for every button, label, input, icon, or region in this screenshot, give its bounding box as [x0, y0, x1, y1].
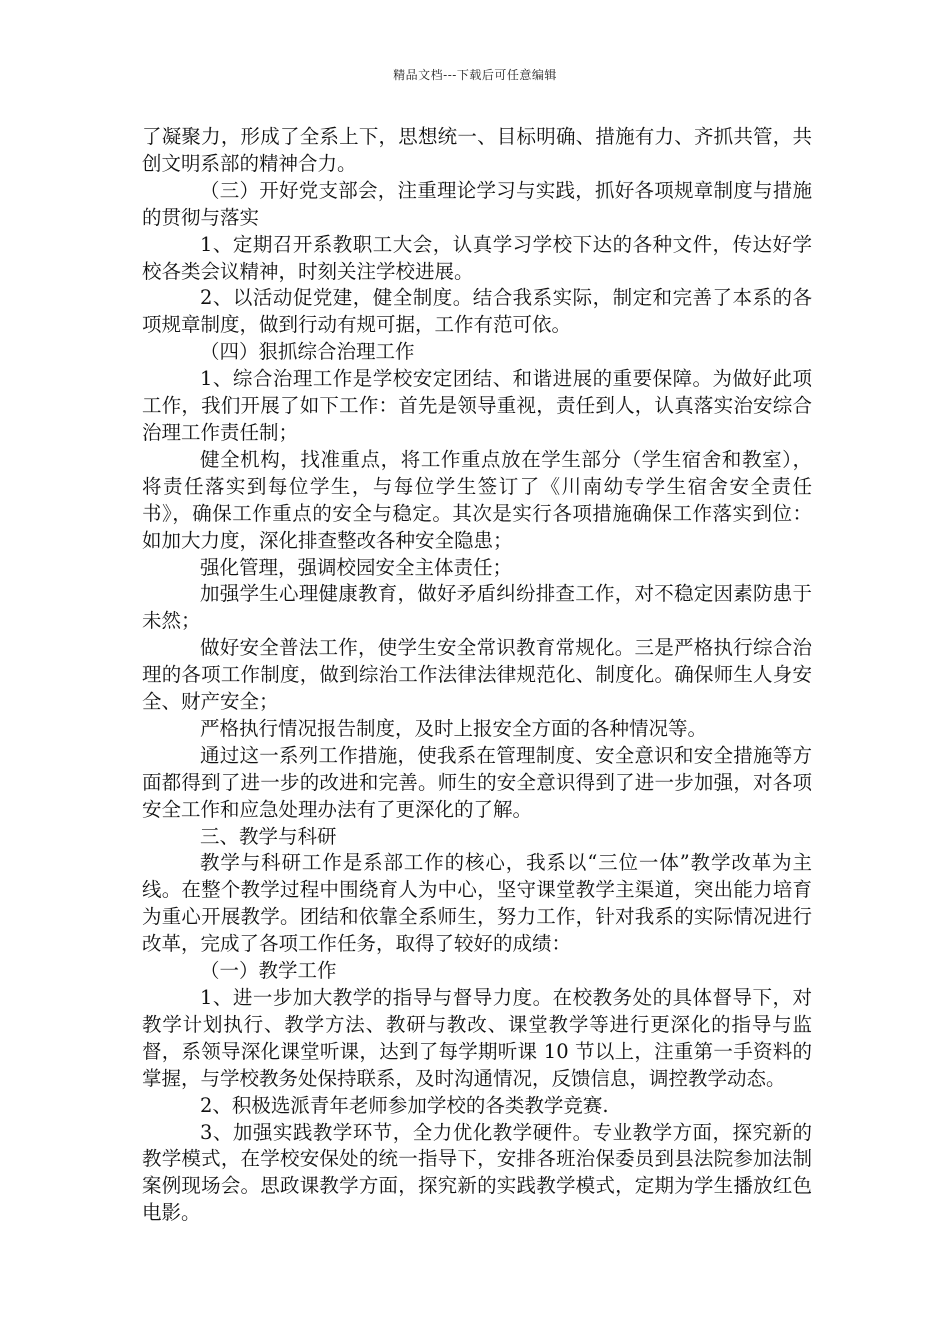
paragraph: 1、综合治理工作是学校安定团结、和谐进展的重要保障。为做好此项工作，我们开展了如下工作：首先是领导重视，责任到人，认真落实治安综合治理工作责任制； — [142, 367, 812, 444]
document-body — [142, 124, 812, 1227]
paragraph: 了凝聚力，形成了全系上下，思想统一、目标明确、措施有力、齐抓共管，共创文明系部的精神合力。 — [142, 125, 812, 175]
paragraph: 3、加强实践教学环节，全力优化教学硬件。专业教学方面，探究新的教学模式，在学校安保处的统一指导下，安排各班治保委员到县法院参加法制案例现场会。思政课教学方面，探究新的实践教学模式，定期为学生播放红色电影。 — [142, 1120, 812, 1225]
paragraph: 2、积极选派青年老师参加学校的各类教学竞赛. — [200, 1093, 609, 1117]
section-heading: 三、教学与科研 — [200, 824, 337, 848]
paragraph: 健全机构，找准重点，将工作重点放在学生部分（学生宿舍和教室），将责任落实到每位学生，与每位学生签订了《川南幼专学生宿舍安全责任书》，确保工作重点的安全与稳定。其次是实行各项措施确保工作落实到位：如加大力度，深化排查整改各种安全隐患； — [142, 447, 812, 552]
section-heading: （四）狠抓综合治理工作 — [200, 340, 415, 364]
page-header: 精品文档---下载后可任意编辑 — [393, 68, 557, 82]
section-heading: （一）教学工作 — [200, 959, 337, 983]
paragraph: 做好安全普法工作，使学生安全常识教育常规化。三是严格执行综合治理的各项工作制度，做到综治工作法律法律规范化、制度化。确保师生人身安全、财产安全； — [142, 636, 812, 714]
paragraph: 2、以活动促党建，健全制度。结合我系实际，制定和完善了本系的各项规章制度，做到行动有规可据，工作有范可依。 — [142, 286, 812, 337]
paragraph: （三）开好党支部会，注重理论学习与实践，抓好各项规章制度与措施的贯彻与落实 — [142, 178, 812, 229]
paragraph: 加强学生心理健康教育，做好矛盾纠纷排查工作，对不稳定因素防患于未然； — [142, 582, 812, 633]
paragraph: 1、进一步加大教学的指导与督导力度。在校教务处的具体督导下，对教学计划执行、教学方法、教研与教改、课堂教学等进行更深化的指导与监督，系领导深化课堂听课，达到了每学期听课 10 节以上，注重第一手资料的掌握，与学校教务处保持联系，及时沟通情况，反馈信息，调控教学动态。 — [142, 986, 812, 1090]
paragraph: 教学与科研工作是系部工作的核心，我系以“三位一体”教学改革为主线。在整个教学过程中围绕育人为中心，坚守课堂教学主渠道，突出能力培育为重心开展教学。团结和依靠全系师生，努力工作，针对我系的实际情况进行改革，完成了各项工作任务，取得了较好的成绩： — [142, 851, 812, 956]
paragraph: 1、定期召开系教职工大会，认真学习学校下达的各种文件，传达好学校各类会议精神，时刻关注学校进展。 — [142, 232, 812, 283]
paragraph: 通过这一系列工作措施，使我系在管理制度、安全意识和安全措施等方面都得到了进一步的改进和完善。师生的安全意识得到了进一步加强，对各项安全工作和应急处理办法有了更深化的了解。 — [142, 743, 812, 821]
paragraph: 严格执行情况报告制度，及时上报安全方面的各种情况等。 — [200, 716, 708, 740]
paragraph: 强化管理，强调校园安全主体责任； — [200, 555, 513, 579]
